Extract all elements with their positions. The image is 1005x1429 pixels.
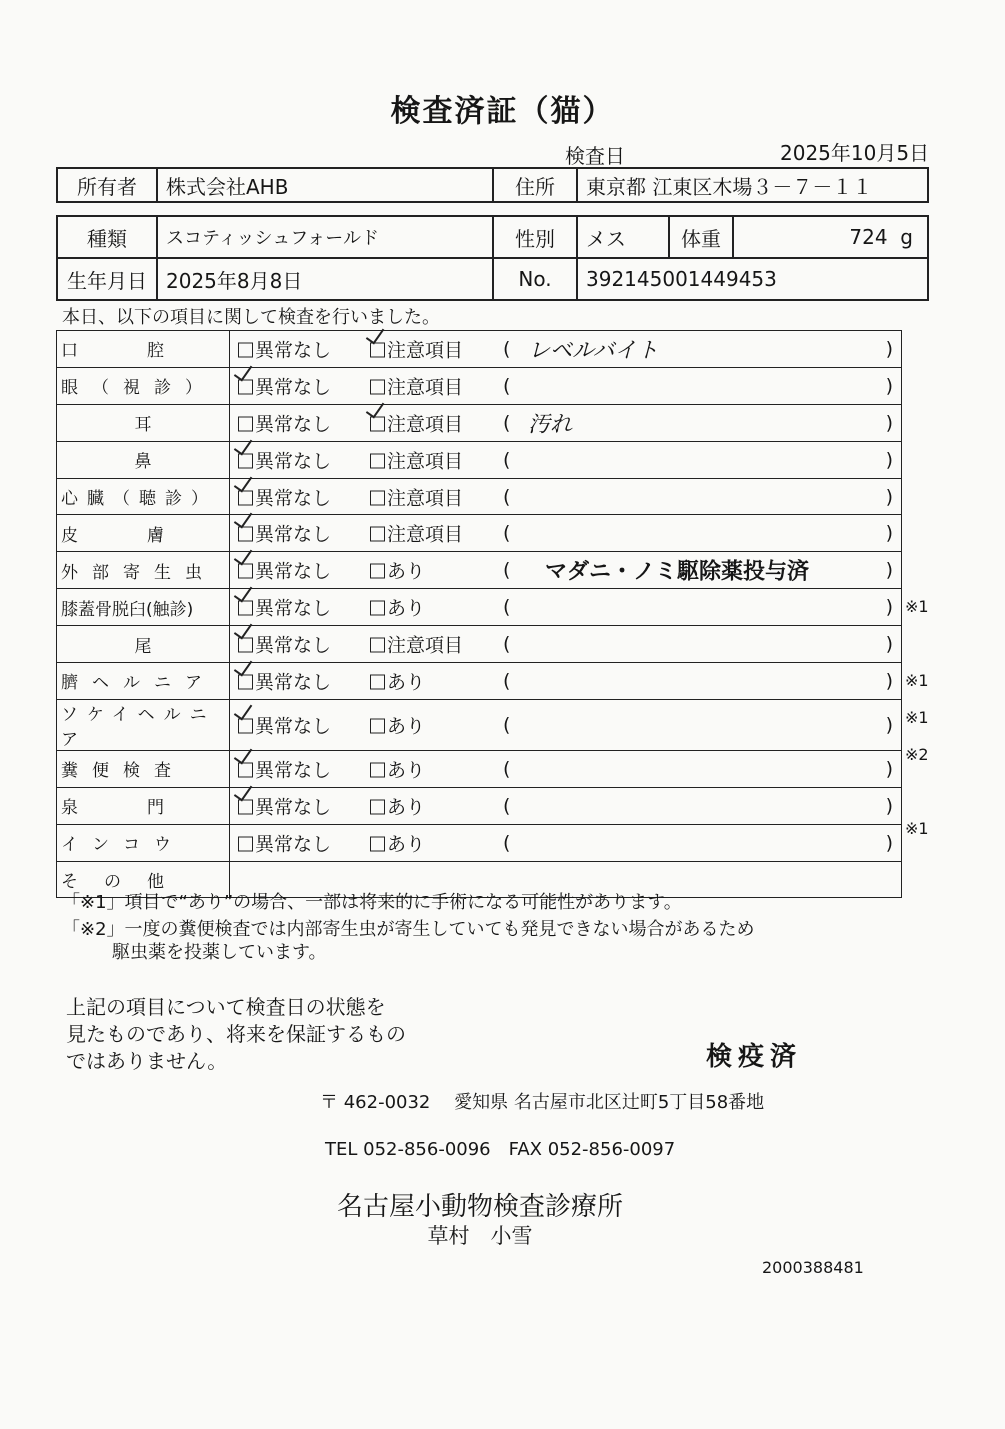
option-second-label: 注意項目 — [387, 339, 464, 362]
option-second[interactable] — [370, 631, 463, 658]
paren-open: ( — [503, 831, 511, 854]
breed-label: 種類 — [57, 216, 157, 258]
reference-mark: ※1 — [905, 671, 929, 691]
disclaimer-line: 見たものであり、将来を保証するもの — [66, 1022, 406, 1046]
option-normal-label: 異常なし — [255, 450, 332, 473]
exam-result-cell — [230, 404, 902, 441]
exam-item-label: ソケイヘルニア — [57, 699, 230, 750]
paren-open: ( — [503, 485, 511, 508]
checkbox-normal[interactable] — [238, 564, 253, 579]
checkbox-normal[interactable] — [238, 601, 253, 616]
no-value: 392145001449453 — [577, 258, 928, 300]
option-second-label: 注意項目 — [387, 487, 464, 509]
paren-close: ) — [885, 831, 893, 854]
checkbox-second[interactable] — [370, 379, 385, 394]
option-normal[interactable] — [238, 792, 331, 819]
weight-cell — [733, 216, 928, 258]
paren-close: ) — [885, 374, 893, 397]
intro-text: 本日、以下の項目に関して検査を行いました。 — [62, 307, 440, 328]
paren-open: ( — [503, 713, 511, 736]
paren-open: ( — [503, 559, 511, 582]
exam-row — [57, 331, 902, 368]
weight-label: 体重 — [669, 216, 733, 258]
clinic-address: 〒 462-0032 愛知県 名古屋市北区辻町5丁目58番地 — [320, 1092, 765, 1113]
option-second-label: あり — [387, 796, 426, 819]
exam-item-label: 糞便検査 — [57, 750, 230, 787]
exam-item-label: その他 — [57, 861, 230, 898]
address-label: 住所 — [493, 168, 577, 202]
option-normal[interactable] — [238, 557, 331, 584]
option-second[interactable] — [370, 335, 463, 362]
weight-unit: g — [900, 225, 913, 249]
sex-value: メス — [577, 216, 669, 258]
checkbox-second[interactable] — [370, 638, 385, 653]
paren-open: ( — [503, 757, 511, 780]
paren-close: ) — [885, 757, 893, 780]
checkbox-second[interactable] — [370, 416, 385, 431]
dob-label: 生年月日 — [57, 258, 157, 300]
reference-mark: ※1 — [905, 818, 929, 838]
paren-close: ) — [885, 485, 893, 508]
option-normal-label: 異常なし — [255, 715, 332, 738]
paren-close: ) — [885, 337, 893, 360]
option-second-label: 注意項目 — [387, 634, 464, 657]
checkbox-normal[interactable] — [238, 762, 253, 777]
option-second-label: 注意項目 — [387, 376, 464, 399]
exam-result-cell — [230, 750, 902, 787]
checkbox-normal[interactable] — [238, 527, 253, 542]
exam-result-cell — [230, 824, 902, 861]
owner-table — [56, 167, 929, 203]
footnote-2: 「※2」一度の糞便検査では内部寄生虫が寄生していても発見できない場合があるため — [62, 919, 755, 940]
owner-value: 株式会社AHB — [157, 168, 493, 202]
no-label: No. — [493, 258, 577, 300]
exam-row — [57, 515, 902, 552]
paren-open: ( — [503, 669, 511, 692]
exam-result-cell — [230, 552, 902, 589]
weight-value: 724 — [849, 225, 888, 249]
paren-open: ( — [503, 411, 511, 434]
exam-date-value: 2025年10月5日 — [780, 141, 930, 165]
footnote-1: 「※1」項目で“あり”の場合、一部は将来的に手術になる可能性があります。 — [62, 892, 682, 913]
option-second[interactable] — [370, 755, 425, 782]
exam-result-cell — [230, 787, 902, 824]
reference-mark: ※1 — [905, 597, 929, 617]
option-second[interactable] — [370, 520, 463, 547]
disclaimer — [66, 994, 406, 1075]
option-normal-label: 異常なし — [255, 376, 332, 399]
exam-result-cell — [230, 367, 902, 404]
option-second[interactable] — [370, 557, 425, 584]
exam-result-cell — [230, 515, 902, 552]
paren-close: ) — [885, 522, 893, 545]
paren-open: ( — [503, 374, 511, 397]
exam-row — [57, 367, 902, 404]
option-second-label: 注意項目 — [387, 450, 464, 473]
option-normal[interactable] — [238, 483, 331, 510]
exam-row — [57, 404, 902, 441]
exam-item-label: 眼（視診） — [57, 367, 230, 404]
exam-item-label: 膝蓋骨脱臼(触診) — [57, 589, 230, 626]
quarantine-stamp: 検疫済 — [706, 1042, 803, 1072]
paren-open: ( — [503, 596, 511, 619]
exam-row — [57, 824, 902, 861]
option-second[interactable] — [370, 483, 463, 510]
doctor-name: 草村 小雪 — [427, 1224, 533, 1248]
exam-row — [57, 441, 902, 478]
option-normal[interactable] — [238, 594, 331, 621]
option-normal[interactable] — [238, 631, 331, 658]
option-normal[interactable] — [238, 446, 331, 473]
exam-row — [57, 589, 902, 626]
clinic-name: 名古屋小動物検査診療所 — [336, 1192, 623, 1222]
paren-open: ( — [503, 337, 511, 360]
option-normal-label: 異常なし — [255, 597, 332, 620]
option-normal[interactable] — [238, 667, 331, 694]
exam-item-label: 心臓（聴診） — [57, 478, 230, 515]
checkbox-normal[interactable] — [238, 836, 253, 851]
exam-row — [57, 663, 902, 700]
option-second-label: あり — [387, 597, 426, 620]
checkbox-normal[interactable] — [238, 379, 253, 394]
exam-row — [57, 478, 902, 515]
option-normal[interactable] — [238, 372, 331, 399]
option-normal[interactable] — [238, 409, 331, 436]
option-second[interactable] — [370, 409, 463, 436]
option-second[interactable] — [370, 372, 463, 399]
option-normal-label: 異常なし — [255, 413, 332, 436]
option-second-label: あり — [387, 833, 426, 856]
exam-item-label: 外部寄生虫 — [57, 552, 230, 589]
paren-close: ) — [885, 794, 893, 817]
option-normal-label: 異常なし — [255, 523, 332, 546]
option-second[interactable] — [370, 446, 463, 473]
exam-note: 汚れ — [528, 412, 573, 438]
paren-close: ) — [885, 411, 893, 434]
option-second-label: あり — [387, 671, 426, 694]
address-value: 東京都 江東区木場３－７－１１ — [577, 168, 928, 202]
page-title: 検査済証（猫） — [390, 94, 615, 129]
checkbox-second[interactable] — [370, 762, 385, 777]
option-normal-label: 異常なし — [255, 339, 332, 362]
option-second-label: あり — [387, 759, 426, 782]
exam-item-label: 尾 — [57, 626, 230, 663]
exam-item-label: 口 腔 — [57, 331, 230, 368]
checkbox-second[interactable] — [370, 342, 385, 357]
exam-result-cell — [230, 699, 902, 750]
exam-row — [57, 750, 902, 787]
breed-value: スコティッシュフォールド — [157, 216, 493, 258]
option-normal-label: 異常なし — [255, 560, 332, 583]
exam-item-label: 鼻 — [57, 441, 230, 478]
option-normal[interactable] — [238, 755, 331, 782]
checkbox-second[interactable] — [370, 453, 385, 468]
paren-close: ) — [885, 596, 893, 619]
option-normal[interactable] — [238, 335, 331, 362]
exam-table — [56, 330, 902, 898]
exam-note: レベルバイト — [528, 338, 659, 364]
exam-item-label: 臍ヘルニア — [57, 663, 230, 700]
option-second-label: あり — [387, 560, 426, 583]
checkbox-second[interactable] — [370, 527, 385, 542]
exam-result-cell — [230, 331, 902, 368]
serial-number: 2000388481 — [762, 1258, 864, 1277]
exam-result-cell — [230, 626, 902, 663]
option-second-label: 注意項目 — [387, 523, 464, 546]
animal-table — [56, 215, 929, 301]
option-normal-label: 異常なし — [255, 634, 332, 657]
checkbox-normal[interactable] — [238, 638, 253, 653]
paren-close: ) — [885, 713, 893, 736]
exam-item-label: 皮 膚 — [57, 515, 230, 552]
checkbox-second[interactable] — [370, 564, 385, 579]
exam-row — [57, 626, 902, 663]
sex-label: 性別 — [493, 216, 577, 258]
option-second-label: 注意項目 — [387, 413, 464, 436]
exam-item-label: 耳 — [57, 404, 230, 441]
option-second-label: あり — [387, 715, 426, 738]
option-second[interactable] — [370, 829, 425, 856]
disclaimer-line: 上記の項目について検査日の状態を — [66, 995, 386, 1019]
exam-row — [57, 699, 902, 750]
exam-row — [57, 787, 902, 824]
paren-open: ( — [503, 633, 511, 656]
owner-label: 所有者 — [57, 168, 157, 202]
option-normal[interactable] — [238, 829, 331, 856]
option-second[interactable] — [370, 711, 425, 738]
checkbox-second[interactable] — [370, 674, 385, 689]
checkbox-normal[interactable] — [238, 799, 253, 814]
exam-item-label: 泉 門 — [57, 787, 230, 824]
checkbox-second[interactable] — [370, 718, 385, 733]
paren-close: ) — [885, 633, 893, 656]
checkbox-second[interactable] — [370, 601, 385, 616]
footnote-2-cont: 駆虫薬を投薬しています。 — [112, 942, 327, 963]
option-normal-label: 異常なし — [255, 796, 332, 819]
dob-value: 2025年8月8日 — [157, 258, 493, 300]
exam-row — [57, 552, 902, 589]
option-normal-label: 異常なし — [255, 671, 332, 694]
paren-close: ) — [885, 669, 893, 692]
paren-open: ( — [503, 448, 511, 471]
option-normal-label: 異常なし — [255, 759, 332, 782]
clinic-contact: TEL 052-856-0096 FAX 052-856-0097 — [325, 1139, 676, 1160]
reference-mark: ※2 — [905, 744, 929, 764]
disclaimer-line: ではありません。 — [66, 1049, 228, 1073]
exam-date-label: 検査日 — [565, 144, 625, 168]
option-second[interactable] — [370, 594, 425, 621]
option-normal[interactable] — [238, 520, 331, 547]
paren-close: ) — [885, 559, 893, 582]
option-second[interactable] — [370, 667, 425, 694]
checkbox-second[interactable] — [370, 836, 385, 851]
exam-note: マダニ・ノミ駆除薬投与済 — [545, 559, 810, 585]
paren-open: ( — [503, 522, 511, 545]
exam-result-cell — [230, 589, 902, 626]
checkbox-normal[interactable] — [238, 416, 253, 431]
option-normal-label: 異常なし — [255, 487, 332, 509]
checkbox-normal[interactable] — [238, 490, 253, 505]
exam-item-label: インコウ — [57, 824, 230, 861]
reference-mark: ※1 — [905, 708, 929, 727]
checkbox-second[interactable] — [370, 490, 385, 505]
checkbox-normal[interactable] — [238, 453, 253, 468]
checkbox-normal[interactable] — [238, 674, 253, 689]
option-second[interactable] — [370, 792, 425, 819]
option-normal-label: 異常なし — [255, 833, 332, 856]
paren-open: ( — [503, 794, 511, 817]
checkbox-normal[interactable] — [238, 342, 253, 357]
option-normal[interactable] — [238, 711, 331, 738]
checkbox-normal[interactable] — [238, 718, 253, 733]
paren-close: ) — [885, 448, 893, 471]
checkbox-second[interactable] — [370, 799, 385, 814]
exam-result-cell — [230, 478, 902, 515]
exam-result-cell — [230, 441, 902, 478]
exam-result-cell — [230, 663, 902, 700]
